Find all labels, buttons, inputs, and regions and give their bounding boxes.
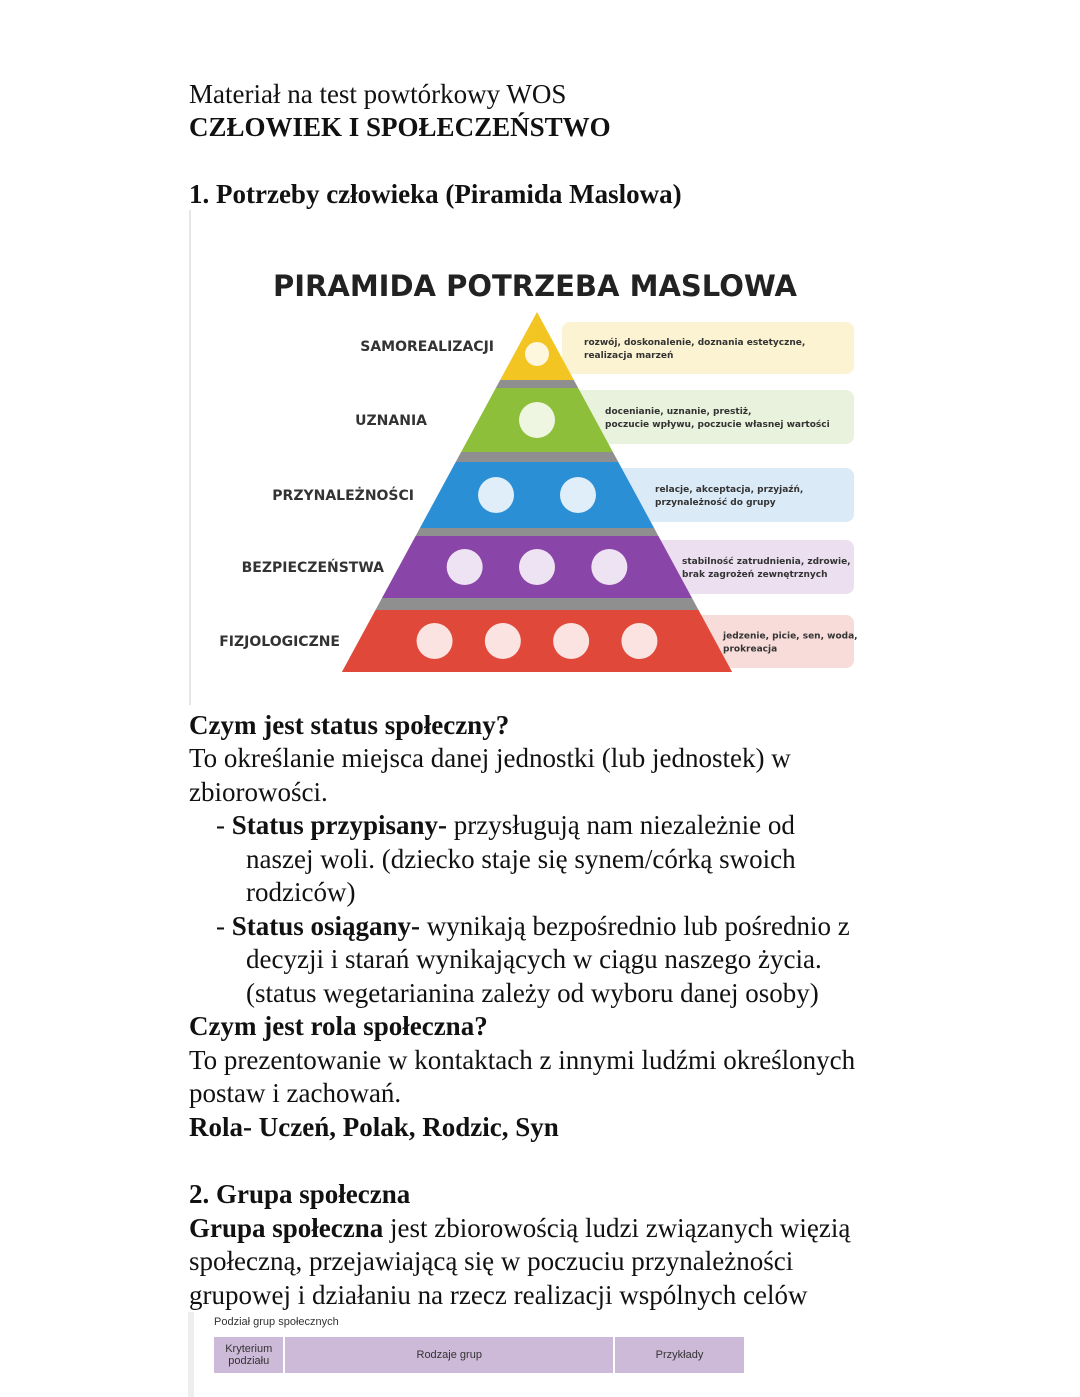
question-status: Czym jest status społeczny? xyxy=(189,710,510,740)
definition-cont: społeczną, przejawiającą się w poczuciu przynależności xyxy=(189,1246,794,1276)
answer-text: postaw i zachowań. xyxy=(189,1078,402,1108)
people-icon xyxy=(478,477,514,513)
level-description: przynależność do grupy xyxy=(655,498,776,508)
level-description-box xyxy=(562,322,854,374)
level-label: BEZPIECZEŃSTWA xyxy=(241,560,384,576)
level-label: UZNANIA xyxy=(355,413,427,429)
band-shadow xyxy=(496,380,578,388)
food-icon xyxy=(553,623,589,659)
column-header: Kryterium podziału xyxy=(214,1337,285,1373)
band-shadow xyxy=(456,452,619,462)
definition-cont: decyzji i starań wynikających w ciągu naszego życia. xyxy=(246,944,822,974)
table-header-row xyxy=(214,1337,744,1373)
level-description: docenianie, uznanie, prestiż, xyxy=(605,407,752,417)
band-shadow xyxy=(375,598,698,610)
column-header: Rodzaje grup xyxy=(285,1337,615,1373)
maslow-pyramid-figure xyxy=(189,210,891,705)
group-definition xyxy=(189,1211,850,1245)
definition-cont: (status wegetarianina zależy od wyboru danej osoby) xyxy=(246,978,819,1008)
level-description: rozwój, doskonalenie, doznania estetyczne, xyxy=(584,338,806,348)
umbrella-icon xyxy=(447,549,483,585)
glass-icon xyxy=(417,623,453,659)
doc-title: CZŁOWIEK I SPOŁECZEŃSTWO xyxy=(189,112,611,142)
trophy-icon xyxy=(525,342,549,366)
level-description: jedzenie, picie, sen, woda, xyxy=(723,631,858,642)
pyramid-band xyxy=(420,462,654,528)
roles-list: Rola- Uczeń, Polak, Rodzic, Syn xyxy=(189,1112,559,1142)
pyramid-level xyxy=(342,598,732,672)
level-description: relacje, akceptacja, przyjaźń, xyxy=(655,485,804,495)
answer-text: To prezentowanie w kontaktach z innymi ludźmi określonych xyxy=(189,1045,856,1075)
column-header: Przykłady xyxy=(655,1349,704,1361)
question-role: Czym jest rola społeczna? xyxy=(189,1011,488,1041)
definition-cont: naszej woli. (dziecko staje się synem/córką swoich xyxy=(246,844,796,874)
group-division-table xyxy=(188,1312,754,1397)
level-label: PRZYNALEŻNOŚCI xyxy=(272,488,414,504)
pyramid-band xyxy=(342,610,732,672)
medical-cross-icon xyxy=(591,549,627,585)
answer-text: To określanie miejsca danej jednostki (lub jednostek) w xyxy=(189,743,791,773)
level-description: stabilność zatrudnienia, zdrowie, xyxy=(682,557,851,567)
term: Status przypisany- xyxy=(231,810,448,840)
definition: przysługują nam niezależnie od xyxy=(447,810,795,840)
term: Grupa społeczna xyxy=(189,1213,384,1243)
level-label: FIZJOLOGICZNE xyxy=(219,634,340,650)
term: Status osiągany- xyxy=(231,911,421,941)
answer-text: zbiorowości. xyxy=(189,777,328,807)
definition: jest zbiorowością ludzi związanych więzią xyxy=(383,1213,851,1243)
thumbs-up-icon xyxy=(519,402,555,438)
list-item-status-osiagany: - Status osiągany- wynikają bezpośrednio lub pośrednio z xyxy=(216,911,850,941)
gender-icon xyxy=(485,623,521,659)
level-description-box xyxy=(562,390,854,444)
pyramid-level xyxy=(420,452,654,528)
definition-cont: rodziców) xyxy=(246,877,356,907)
level-description: brak zagrożeń zewnętrznych xyxy=(682,570,828,580)
section-heading-2: 2. Grupa społeczna xyxy=(189,1179,411,1209)
apple-icon xyxy=(621,623,657,659)
level-description: poczucie wpływu, poczucie własnej wartości xyxy=(605,420,830,430)
level-description: realizacja marzeń xyxy=(584,351,674,361)
band-shadow xyxy=(416,528,659,536)
pyramid-title: PIRAMIDA POTRZEBA MASLOWA xyxy=(273,269,797,303)
section-heading-1: 1. Potrzeby człowieka (Piramida Maslowa) xyxy=(189,179,682,209)
list-item-status-przypisany: - Status przypisany- przysługują nam niezależnie od xyxy=(216,810,795,840)
definition: wynikają bezpośrednio lub pośrednio z xyxy=(420,911,850,941)
speech-bubbles-icon xyxy=(560,477,596,513)
table-caption: Podział grup społecznych xyxy=(214,1316,339,1328)
doc-subtitle: Materiał na test powtórkowy WOS xyxy=(189,79,567,109)
level-label: SAMOREALIZACJI xyxy=(360,339,494,355)
definition-cont: grupowej i działaniu na rzecz realizacji wspólnych celów xyxy=(189,1280,808,1310)
shield-icon xyxy=(519,549,555,585)
level-description: prokreacja xyxy=(723,644,778,655)
